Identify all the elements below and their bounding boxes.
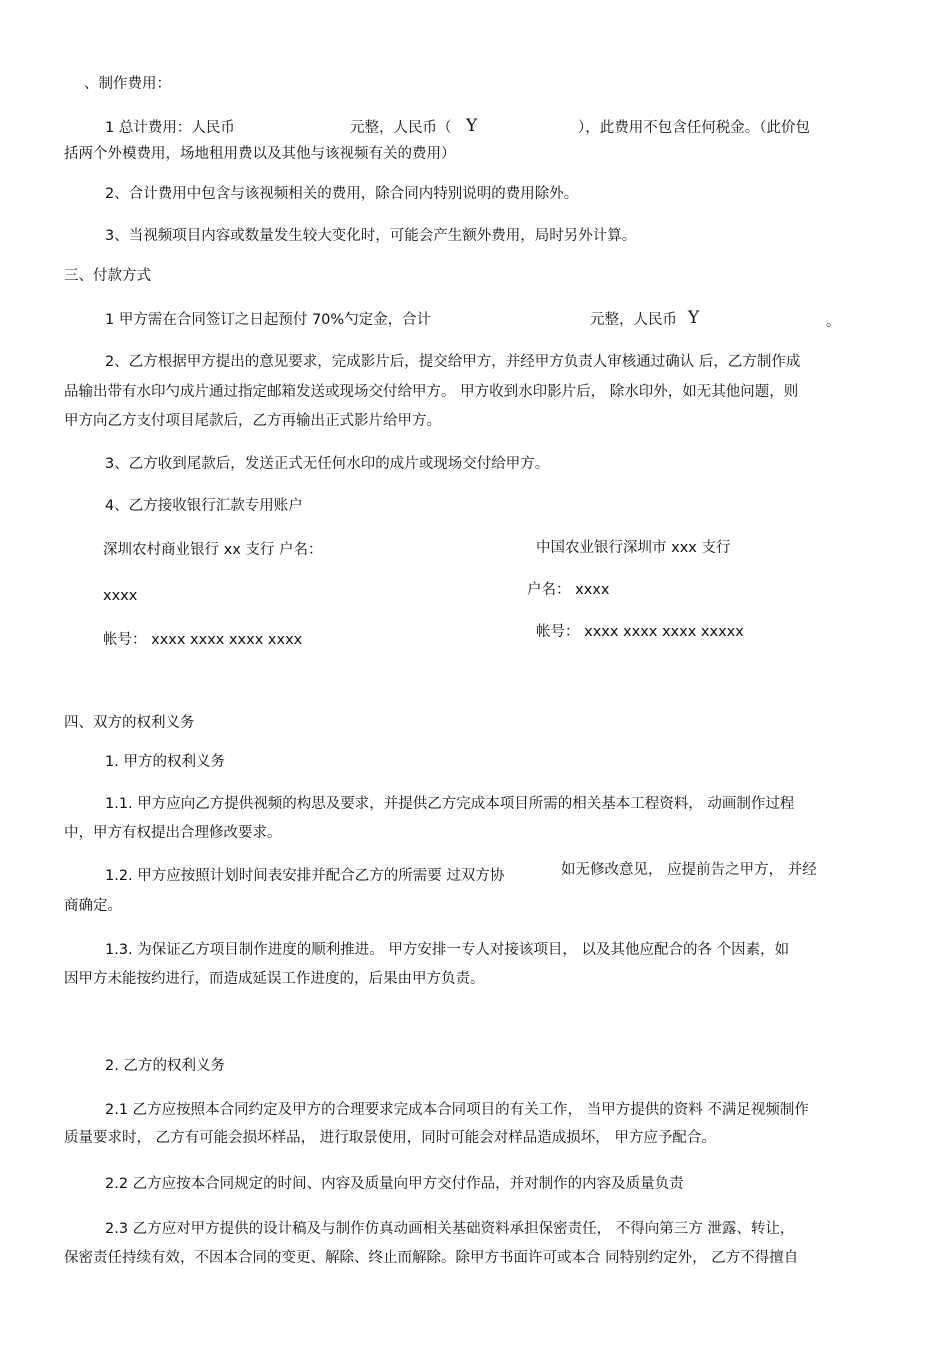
clause-2-2: 2.2 乙方应按本合同规定的时间、内容及质量向甲方交付作品，并对制作的内容及质量负责 <box>105 1176 684 1192</box>
clause-1-2-line-2: 商确定。 <box>64 898 122 914</box>
clause-1-1-line-1: 1.1. 甲方应向乙方提供视频的构思及要求，并提供乙方完成本项目所需的相关基本工程资料， 动画制作过程 <box>105 796 795 812</box>
fee-item-1-yuan: 元整，人民币（ <box>350 120 452 136</box>
bank-1-name: 深圳农村商业银行 xx 支行 户名： <box>103 542 323 558</box>
clause-2-1-line-2: 质量要求时， 乙方有可能会损坏样品， 进行取景使用，同时可能会对样品造成损坏， 甲方应予配合。 <box>64 1130 716 1146</box>
payment-item-2-line-2: 品输出带有水印勺成片通过指定邮箱发送或现场交付给甲方。 甲方收到水印影片后， 除水印外，如无其他问题，则 <box>64 384 799 400</box>
fee-item-1-tail: ），此费用不包含任何税金。（此价包 <box>578 120 810 136</box>
clause-2-1-line-1: 2.1 乙方应按照本合同约定及甲方的合理要求完成本合同项目的有关工作， 当甲方提供的资料 不满足视频制作 <box>105 1102 809 1118</box>
bank-2-name: 中国农业银行深圳市 xxx 支行 <box>536 540 731 556</box>
section-heading-rights: 四、双方的权利义务 <box>64 715 195 731</box>
fee-item-3: 3、当视频项目内容或数量发生较大变化时，可能会产生额外费用，局时另外计算。 <box>105 228 637 244</box>
clause-2-3-line-1: 2.3 乙方应对甲方提供的设计稿及与制作仿真动画相关基础资料承担保密责任， 不得向第三方 泄露、转让， <box>105 1221 795 1237</box>
clause-1-3-line-1: 1.3. 为保证乙方项目制作进度的顺利推进。 甲方安排一专人对接该项目， 以及其他应配合的各 个因素，如 <box>105 942 790 958</box>
fee-item-1-yen: Y <box>466 116 478 136</box>
section-heading-fees: 、制作费用： <box>84 76 171 92</box>
clause-2-3-line-2: 保密责任持续有效，不因本合同的变更、解除、终止而解除。除甲方书面许可或本合 同特别约定外， 乙方不得擅自 <box>64 1250 799 1266</box>
bank-1-account: 帐号： xxxx xxxx xxxx xxxx <box>103 632 303 648</box>
payment-item-2-line-3: 甲方向乙方支付项目尾款后，乙方再输出正式影片给甲方。 <box>64 413 441 429</box>
payment-item-1-yuan: 元整，人民币 <box>590 312 677 328</box>
payment-item-2-line-1: 2、乙方根据甲方提出的意见要求，完成影片后，提交给甲方，并经甲方负责人审核通过确认 后，乙方制作成 <box>105 354 801 370</box>
fee-item-2: 2、合计费用中包含与该视频相关的费用，除合同内特别说明的费用除外。 <box>105 186 579 202</box>
clause-1-2-part-b: 如无修改意见， 应提前告之甲方， 并经 <box>561 862 817 878</box>
bank-1-holder: xxxx <box>103 588 138 604</box>
section-heading-payment: 三、付款方式 <box>64 268 151 284</box>
bank-2-account: 帐号： xxxx xxxx xxxx xxxxx <box>536 624 744 640</box>
fee-item-1-cont: 括两个外模费用，场地租用费以及其他与该视频有关的费用） <box>64 146 456 162</box>
party-a-heading: 1. 甲方的权利义务 <box>105 754 225 770</box>
clause-1-3-line-2: 因甲方未能按约进行，而造成延误工作进度的，后果由甲方负责。 <box>64 971 485 987</box>
payment-item-4: 4、乙方接收银行汇款专用账户 <box>105 498 303 514</box>
payment-item-3: 3、乙方收到尾款后，发送正式无任何水印的成片或现场交付给甲方。 <box>105 456 550 472</box>
party-b-heading: 2. 乙方的权利义务 <box>105 1058 225 1074</box>
payment-item-1-yen: Y <box>688 308 700 328</box>
payment-item-1-end: 。 <box>826 314 841 330</box>
bank-2-holder: 户名： xxxx <box>527 582 610 598</box>
payment-item-1-label: 1 甲方需在合同签订之日起预付 70%勺定金，合计 <box>105 312 432 328</box>
clause-1-1-line-2: 中，甲方有权提出合理修改要求。 <box>64 825 282 841</box>
fee-item-1-label: 1 总计费用：人民币 <box>105 120 235 136</box>
clause-1-2-part-a: 1.2. 甲方应按照计划时间表安排并配合乙方的所需要 过双方协 <box>105 868 505 884</box>
